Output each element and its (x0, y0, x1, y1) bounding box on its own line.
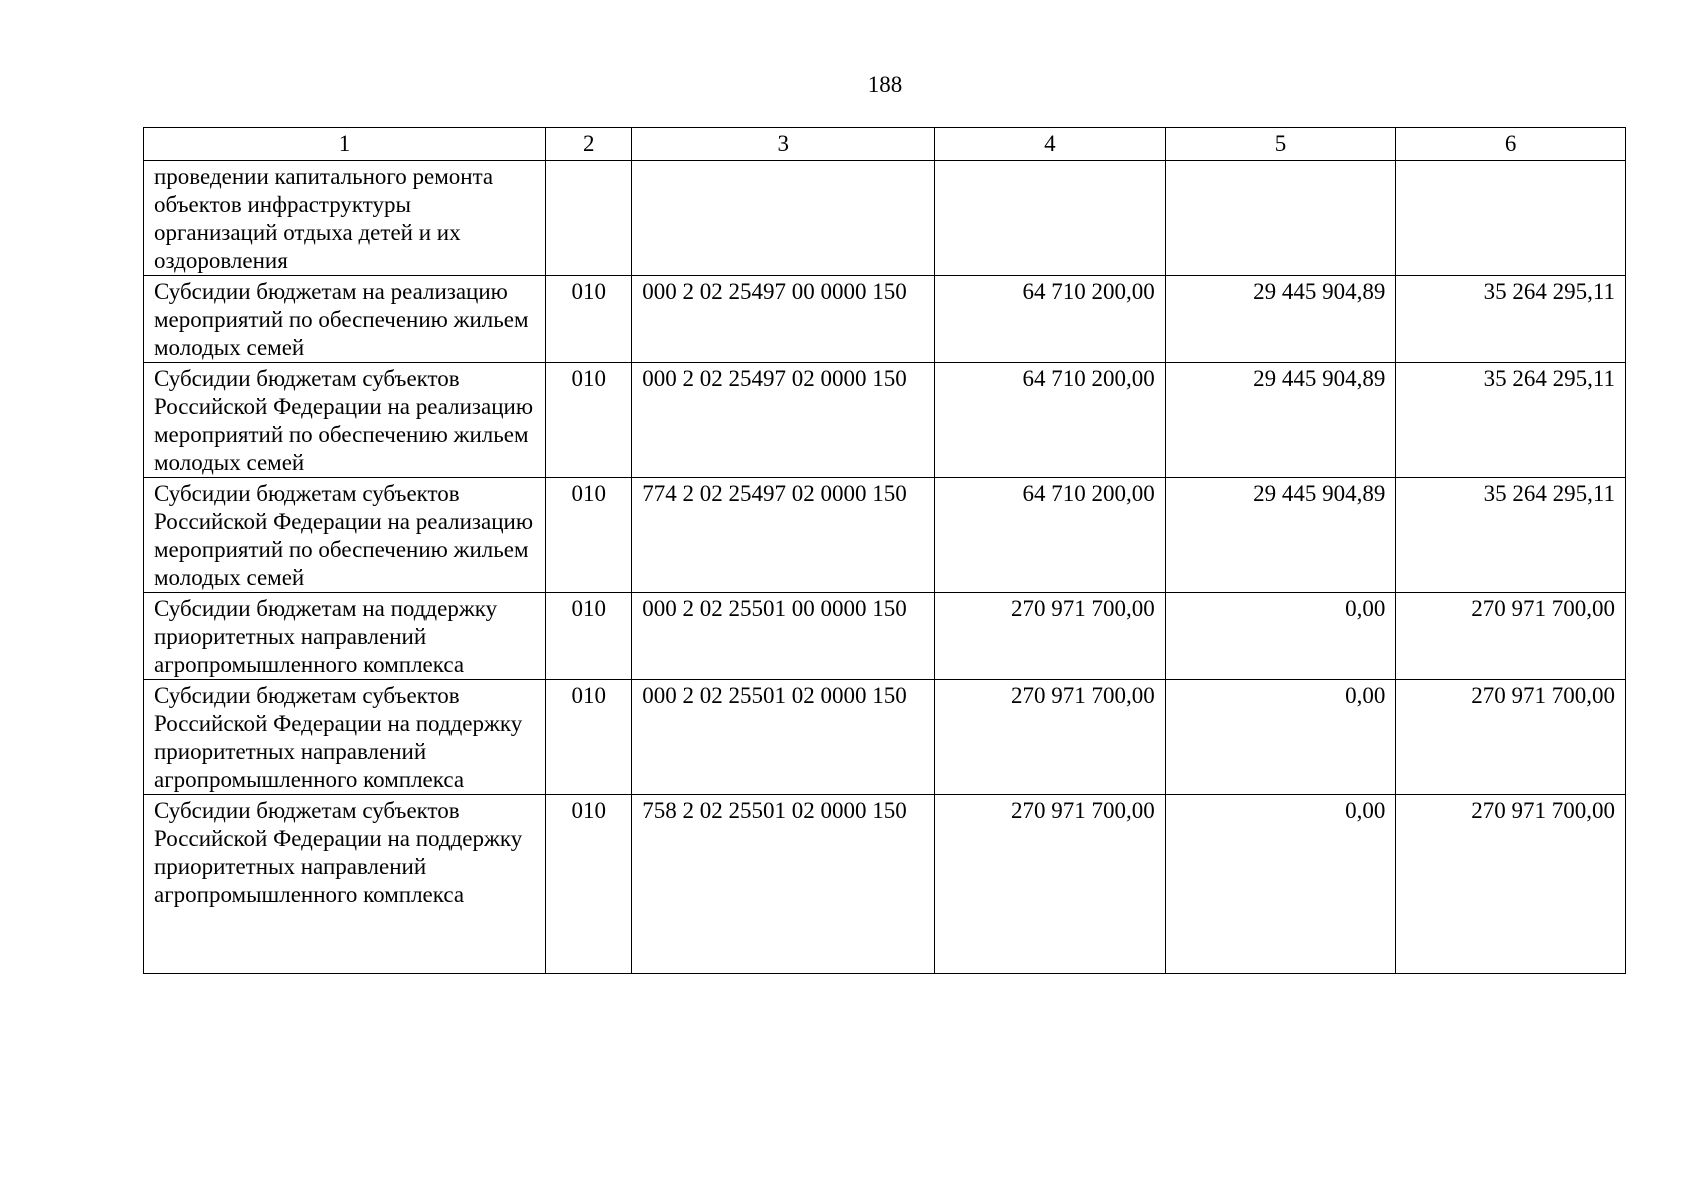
row-executed: 0,00 (1165, 680, 1396, 795)
row-remaining: 270 971 700,00 (1396, 593, 1626, 680)
row-approved: 64 710 200,00 (935, 478, 1166, 593)
row-approved: 270 971 700,00 (935, 593, 1166, 680)
row-budget-code: 000 2 02 25501 02 0000 150 (632, 680, 935, 795)
table-row (144, 276, 1626, 363)
row-approved: 64 710 200,00 (935, 276, 1166, 363)
header-row (144, 128, 1626, 161)
row-name: Субсидии бюджетам субъектов Российской Федерации на реализацию мероприятий по обеспечению жильем молодых семей (144, 478, 546, 593)
row-name: Субсидии бюджетам на поддержку приоритетных направлений агропромышленного комплекса (144, 593, 546, 680)
row-admin-code: 010 (546, 593, 632, 680)
row-name: Субсидии бюджетам субъектов Российской Федерации на поддержку приоритетных направлений агропромышленного комплекса (144, 680, 546, 795)
row-approved (935, 161, 1166, 276)
row-admin-code (546, 161, 632, 276)
table-row (144, 593, 1626, 680)
row-budget-code: 758 2 02 25501 02 0000 150 (632, 795, 935, 974)
row-budget-code: 774 2 02 25497 02 0000 150 (632, 478, 935, 593)
table-row (144, 161, 1626, 276)
page-number: 188 (867, 72, 903, 97)
row-executed: 0,00 (1165, 795, 1396, 974)
table-row (144, 680, 1626, 795)
row-executed: 29 445 904,89 (1165, 363, 1396, 478)
header-col-1: 1 (144, 128, 546, 161)
row-admin-code: 010 (546, 478, 632, 593)
row-executed (1165, 161, 1396, 276)
header-col-4: 4 (935, 128, 1166, 161)
row-executed: 0,00 (1165, 593, 1396, 680)
row-executed: 29 445 904,89 (1165, 478, 1396, 593)
row-remaining: 35 264 295,11 (1396, 363, 1626, 478)
row-name: Субсидии бюджетам субъектов Российской Федерации на поддержку приоритетных направлений агропромышленного комплекса (144, 795, 546, 974)
header-col-2: 2 (546, 128, 632, 161)
row-admin-code: 010 (546, 795, 632, 974)
row-budget-code: 000 2 02 25501 00 0000 150 (632, 593, 935, 680)
header-col-3: 3 (632, 128, 935, 161)
row-approved: 270 971 700,00 (935, 680, 1166, 795)
row-remaining: 35 264 295,11 (1396, 478, 1626, 593)
row-name: Субсидии бюджетам субъектов Российской Федерации на реализацию мероприятий по обеспечению жильем молодых семей (144, 363, 546, 478)
row-name: проведении капитального ремонта объектов инфраструктуры организаций отдыха детей и их оздоровления (144, 161, 546, 276)
row-approved: 270 971 700,00 (935, 795, 1166, 974)
row-executed: 29 445 904,89 (1165, 276, 1396, 363)
budget-table (143, 127, 1626, 974)
table-row (144, 478, 1626, 593)
table-row (144, 363, 1626, 478)
row-remaining (1396, 161, 1626, 276)
row-admin-code: 010 (546, 680, 632, 795)
header-col-6: 6 (1396, 128, 1626, 161)
row-remaining: 270 971 700,00 (1396, 795, 1626, 974)
row-budget-code: 000 2 02 25497 00 0000 150 (632, 276, 935, 363)
table-row (144, 795, 1626, 974)
row-admin-code: 010 (546, 276, 632, 363)
row-name: Субсидии бюджетам на реализацию мероприятий по обеспечению жильем молодых семей (144, 276, 546, 363)
row-budget-code: 000 2 02 25497 02 0000 150 (632, 363, 935, 478)
row-admin-code: 010 (546, 363, 632, 478)
row-budget-code (632, 161, 935, 276)
row-approved: 64 710 200,00 (935, 363, 1166, 478)
header-col-5: 5 (1165, 128, 1396, 161)
row-remaining: 270 971 700,00 (1396, 680, 1626, 795)
row-remaining: 35 264 295,11 (1396, 276, 1626, 363)
